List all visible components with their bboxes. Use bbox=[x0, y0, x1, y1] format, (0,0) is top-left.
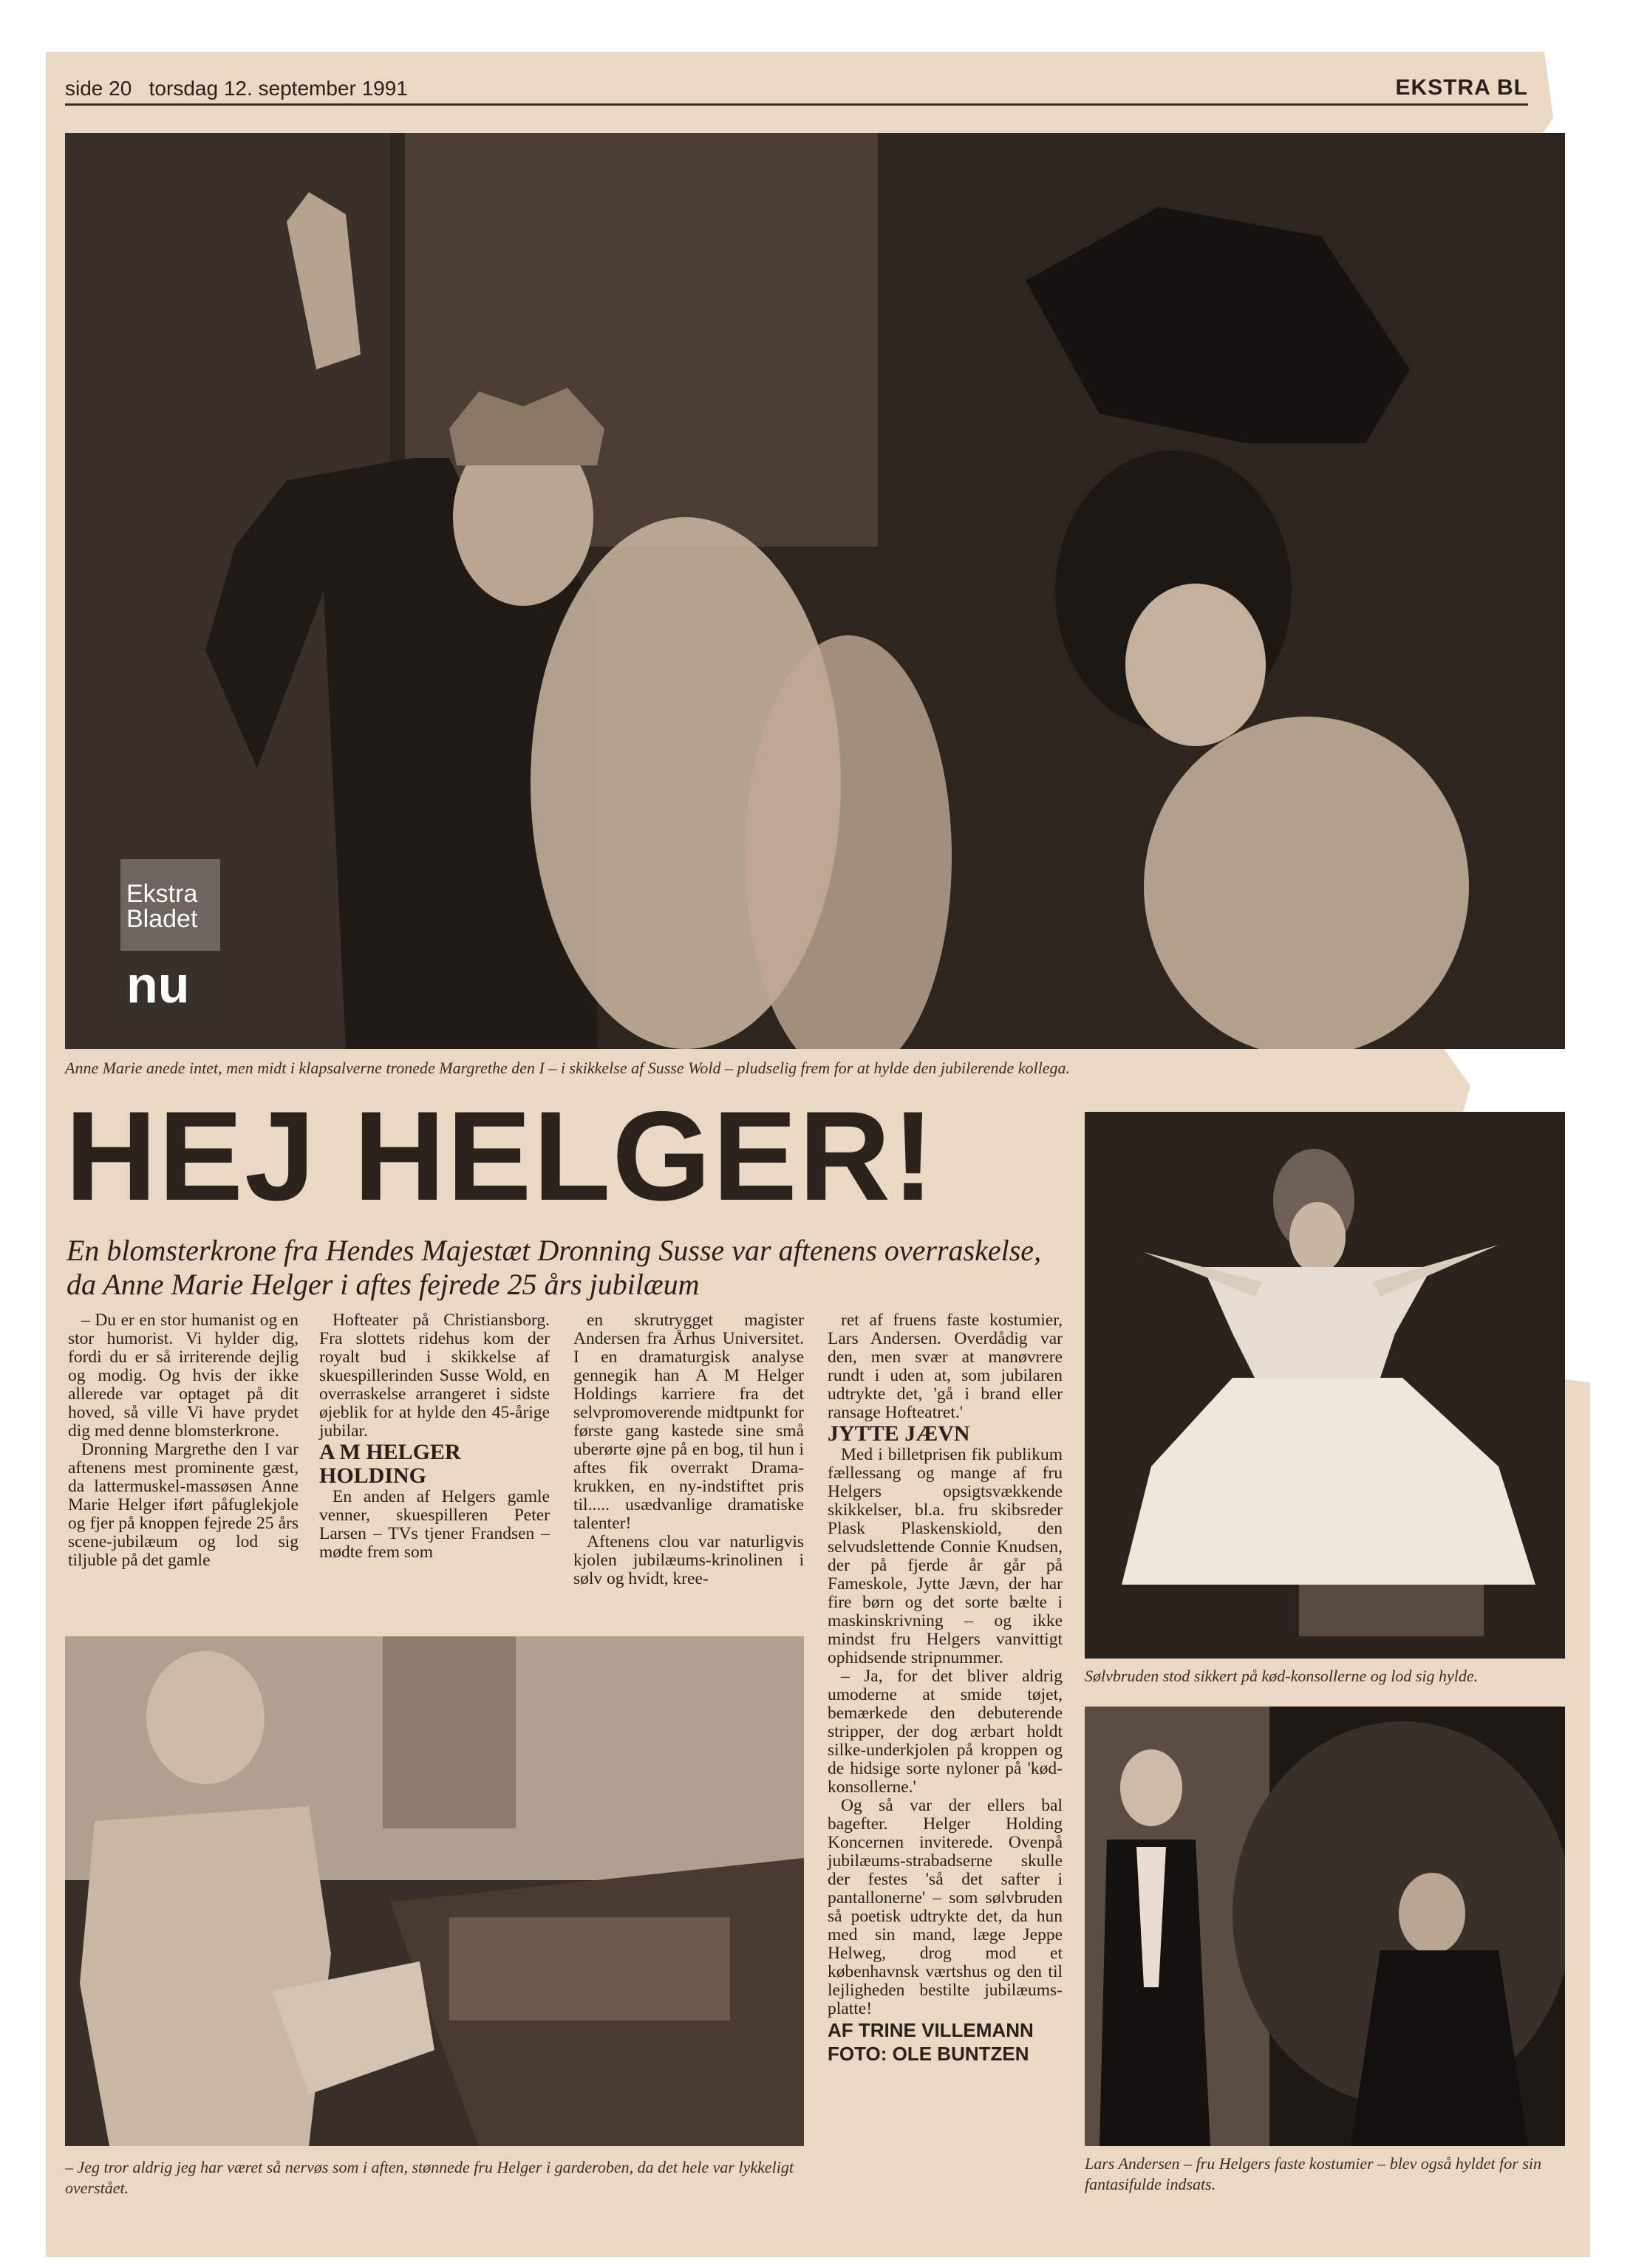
photo-credit: FOTO: OLE BUNTZEN bbox=[828, 2043, 1029, 2065]
dressing-room-caption: – Jeg tror aldrig jeg har været så nervøs som i aften, stønnede fru Helger i garderoben, da det hele var lykkeligt overstået. bbox=[65, 2158, 794, 2197]
page-number: side 20 bbox=[65, 77, 132, 100]
author-credit: AF TRINE VILLEMANN bbox=[828, 2019, 1034, 2041]
logo-line-3: nu bbox=[120, 955, 220, 1020]
paragraph: Med i billetprisen fik publikum fællessang og mange af fru Helgers opsigtsvækkende skikkelser, bl.a. fru skibsreder Plask Plaskenskiold, den selvudslettende Connie Knudsen, der på fjerde år går på Fameskole, Jytte Jævn, der har fire børn og det sorte bælte i maskinskrivning – og ikke mindst fru Helgers vanvittigt ophidsende stripnummer. bbox=[828, 1445, 1063, 1667]
ekstra-bladet-logo bbox=[120, 859, 220, 1018]
deck: En blomsterkrone fra Hendes Majestæt Dronning Susse var aftenens overraskelse, da Anne Marie Helger i aftes fejrede 25 års jubilæum bbox=[67, 1234, 1042, 1301]
paragraph: – Du er en stor humanist og en stor humorist. Vi hylder dig, fordi du er så irriterende dejlig og modig. Og hvis der ikke allerede var optaget på dit hoved, så ville Vi have prydet dig med denne blomsterkrone. bbox=[68, 1311, 299, 1441]
paragraph: Aftenens clou var naturligvis kjolen jubilæums-krinolinen i sølv og hvidt, kree- bbox=[573, 1532, 804, 1588]
paragraph: ret af fruens faste kostumier, Lars Andersen. Overdådig var den, men svær at manøvrere rundt i uden at, som jubilaren udtrykte det, 'gå i brand eller ransage Hofteatret.' bbox=[828, 1311, 1063, 1422]
page-header bbox=[65, 74, 1528, 106]
paragraph: En anden af Helgers gamle venner, skuespilleren Peter Larsen – TVs tjener Frandsen – mødte frem som bbox=[319, 1487, 550, 1562]
main-photo bbox=[65, 133, 1565, 1049]
subheading: JYTTE JÆVN bbox=[828, 1421, 970, 1446]
paragraph: Hofteater på Christiansborg. Fra slottets ridehus kom der royalt bud i skikkelse af skuespillerinden Susse Wold, en overraskelse arrangeret i sidste øjeblik for at hylde den 45-årige jubilar. bbox=[319, 1311, 550, 1441]
subheading: A M HELGER HOLDING bbox=[319, 1440, 461, 1488]
article-column-2 bbox=[319, 1311, 550, 1562]
paragraph: Og så var der ellers bal bagefter. Helger Holding Koncernen inviterede. Ovenpå jubilæums-strabadserne skulle der festes 'så det safter i pantallonerne' – som sølvbruden så poetisk udtrykte det, da hun med sin mand, læge Jeppe Helweg, drog mod et københavnsk værtshus og den til lejligheden bestilte jubilæums-platte! bbox=[828, 1796, 1063, 2018]
logo-line-1: Ekstra bbox=[126, 880, 198, 908]
issue-date: torsdag 12. september 1991 bbox=[149, 77, 408, 100]
dressing-room-photo bbox=[65, 1636, 804, 2146]
main-photo-caption: Anne Marie anede intet, men midt i klapsalverne tronede Margrethe den I – i skikkelse af Susse Wold – pludselig frem for at hylde den jubilerende kollega. bbox=[65, 1059, 1071, 1077]
byline bbox=[828, 2018, 1063, 2066]
page-info bbox=[65, 77, 408, 100]
bride-caption: Sølvbruden stod sikkert på kød-konsollerne og lod sig hylde. bbox=[1085, 1667, 1479, 1685]
logo-line-2: Bladet bbox=[126, 905, 198, 933]
lars-caption: Lars Andersen – fru Helgers faste kostumier – blev også hyldet for sin fantasifulde indsats. bbox=[1085, 2154, 1541, 2193]
newspaper-name: EKSTRA BL bbox=[1395, 75, 1528, 100]
paragraph: Dronning Margrethe den I var aftenens mest prominente gæst, da lattermuskel-massøsen Anne Marie Helger iført påfuglekjole og fjer på knoppen fejrede 25 års scene-jubilæum og lod sig tiljuble på det gamle bbox=[68, 1440, 299, 1570]
article-column-1 bbox=[68, 1311, 299, 1570]
article-column-3 bbox=[573, 1311, 804, 1588]
bride-photo bbox=[1085, 1112, 1565, 1659]
lars-photo bbox=[1085, 1707, 1565, 2146]
headline: HEJ HELGER! bbox=[65, 1085, 936, 1227]
paragraph: en skrutrygget magister Andersen fra Århus Universitet. I en dramaturgisk analyse gennegik han A M Helger Holdings karriere fra det selvpromoverende midtpunkt for første gang kastede sine små uberørte øjne på en bog, til hun i aftes fik overrakt Drama-krukken, en ny-indstiftet pris til..... usædvanlige dramatiske talenter! bbox=[573, 1311, 804, 1533]
article-column-4 bbox=[828, 1311, 1063, 2066]
paragraph: – Ja, for det bliver aldrig umoderne at smide tøjet, bemærkede den debuterende stripper, der dog ærbart holdt silke-underkjolen på kroppen og de hidsige sorte nyloner på 'kød-konsollerne.' bbox=[828, 1667, 1063, 1797]
